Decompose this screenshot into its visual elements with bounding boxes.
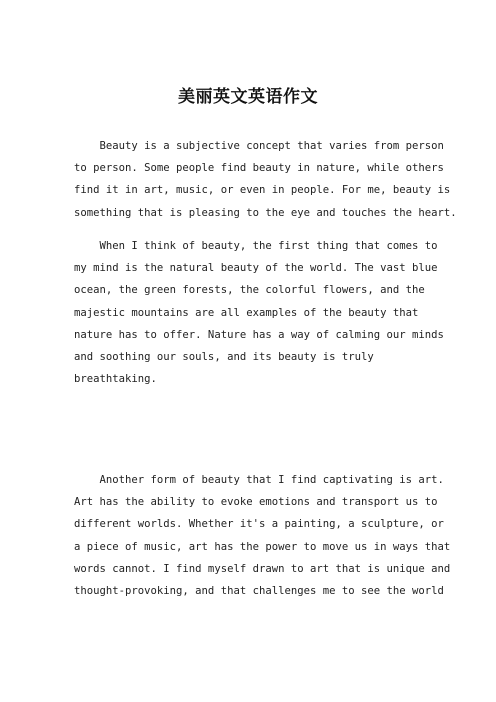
paragraph-1: Beauty is a subjective concept that varies from person to person. Some people find beauty in nature, while others find it in art, music, or even in people. For me, beauty is something that is pleasing to the eye and touches the heart.: [74, 140, 457, 219]
paragraph-3: Another form of beauty that I find captivating is art. Art has the ability to evoke emotions and transport us to different worlds. Whether it's a painting, a sculpture, or a piece of music, art has the power to move us in ways that words cannot. I find myself drawn to art that is unique and thought-provoking, and that challenges me to see the world: [74, 474, 451, 598]
paragraph-2: When I think of beauty, the first thing that comes to my mind is the natural beauty of the world. The vast blue ocean, the green forests, the colorful flowers, and the majestic mountains are all examples of the beauty that nature has to offer. Nature has a way of calming our minds and soothing our souls, and its beauty is truly breathtaking.: [74, 240, 444, 386]
document-title: 美丽英文英语作文: [178, 87, 318, 107]
